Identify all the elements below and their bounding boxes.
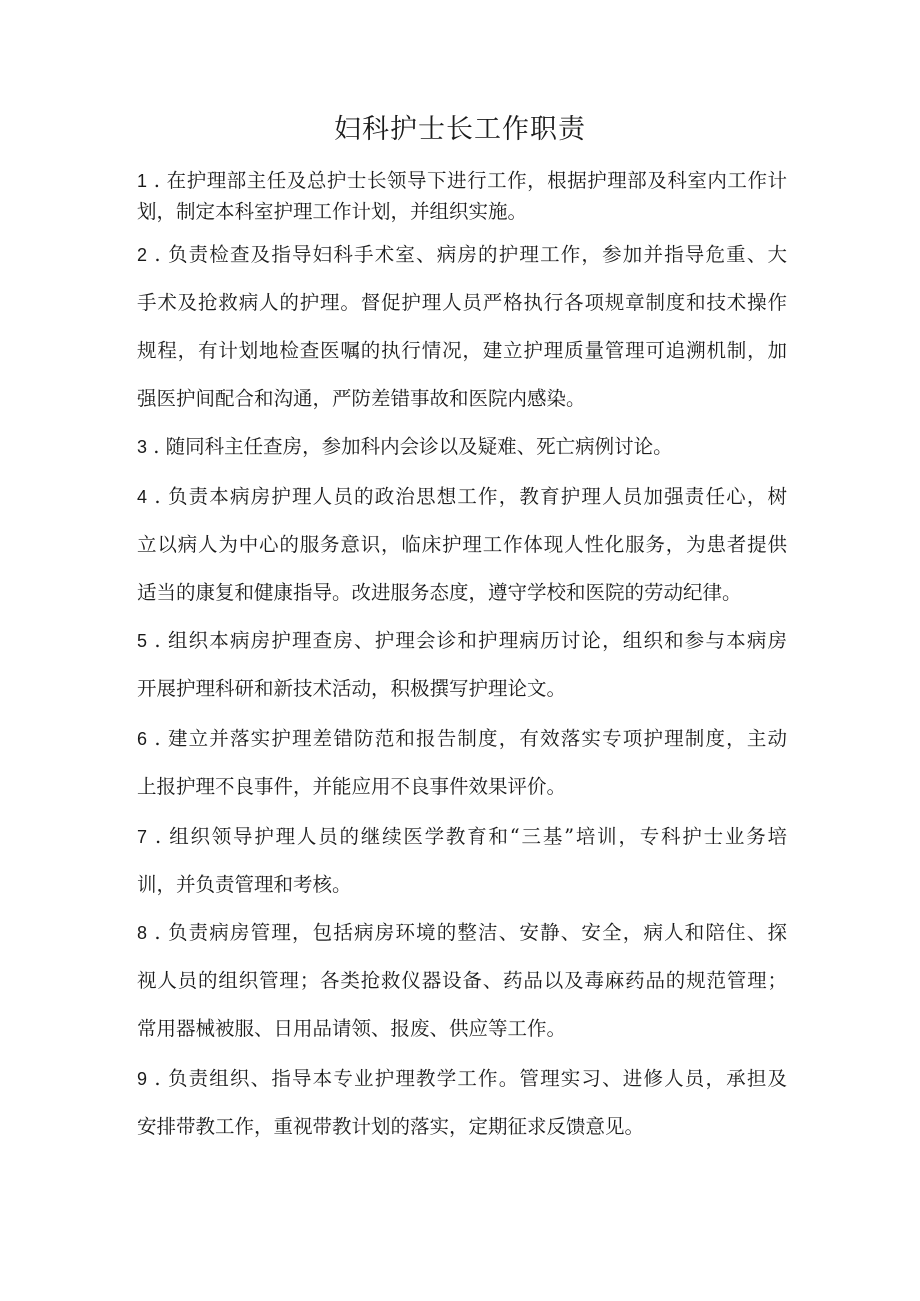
- item-number: 3: [137, 437, 148, 457]
- item-7-line-2: 训，并负责管理和考核。: [137, 873, 352, 896]
- item-9-line-1: 9 . 负责组织、指导本专业护理教学工作。管理实习、进修人员，承担及: [137, 1067, 787, 1090]
- item-3-line-1: 3 . 随同科主任查房，参加科内会诊以及疑难、死亡病例讨论。: [137, 435, 673, 458]
- item-number: 8: [137, 923, 148, 943]
- item-number: 4: [137, 487, 148, 507]
- item-4-line-3: 适当的康复和健康指导。改进服务态度，遵守学校和医院的劳动纪律。: [137, 581, 742, 604]
- item-7-line-1: 7 . 组织领导护理人员的继续医学教育和“三基”培训，专科护士业务培: [137, 825, 787, 848]
- item-2-line-4: 强医护间配合和沟通，严防差错事故和医院内感染。: [137, 387, 586, 410]
- item-number: 9: [137, 1069, 148, 1089]
- item-5-line-1: 5 . 组织本病房护理查房、护理会诊和护理病历讨论，组织和参与本病房: [137, 629, 787, 652]
- item-number: 6: [137, 729, 148, 749]
- item-number: 5: [137, 631, 148, 651]
- item-8-line-1: 8 . 负责病房管理，包括病房环境的整洁、安静、安全，病人和陪住、探: [137, 921, 787, 944]
- item-4-line-2: 立以病人为中心的服务意识，临床护理工作体现人性化服务，为患者提供: [137, 533, 787, 556]
- document-title: 妇科护士长工作职责: [334, 114, 586, 145]
- item-2-line-1: 2 . 负责检查及指导妇科手术室、病房的护理工作，参加并指导危重、大: [137, 243, 787, 266]
- item-4-line-1: 4 . 负责本病房护理人员的政治思想工作，教育护理人员加强责任心，树: [137, 485, 787, 508]
- item-8-line-2: 视人员的组织管理；各类抢救仪器设备、药品以及毒麻药品的规范管理；: [137, 969, 787, 992]
- item-1-line-2: 划，制定本科室护理工作计划，并组织实施。: [137, 200, 528, 223]
- item-1-line-1: 1 . 在护理部主任及总护士长领导下进行工作，根据护理部及科室内工作计: [137, 169, 787, 192]
- item-number: 1: [137, 171, 148, 191]
- item-6-line-2: 上报护理不良事件，并能应用不良事件效果评价。: [137, 775, 567, 798]
- item-5-line-2: 开展护理科研和新技术活动，积极撰写护理论文。: [137, 677, 567, 700]
- item-9-line-2: 安排带教工作，重视带教计划的落实，定期征求反馈意见。: [137, 1115, 645, 1138]
- item-number: 2: [137, 245, 148, 265]
- item-2-line-2: 手术及抢救病人的护理。督促护理人员严格执行各项规章制度和技术操作: [137, 291, 787, 314]
- item-8-line-3: 常用器械被服、日用品请领、报废、供应等工作。: [137, 1017, 567, 1040]
- item-6-line-1: 6 . 建立并落实护理差错防范和报告制度，有效落实专项护理制度，主动: [137, 727, 787, 750]
- item-number: 7: [137, 827, 148, 847]
- item-2-line-3: 规程，有计划地检查医嘱的执行情况，建立护理质量管理可追溯机制，加: [137, 339, 787, 362]
